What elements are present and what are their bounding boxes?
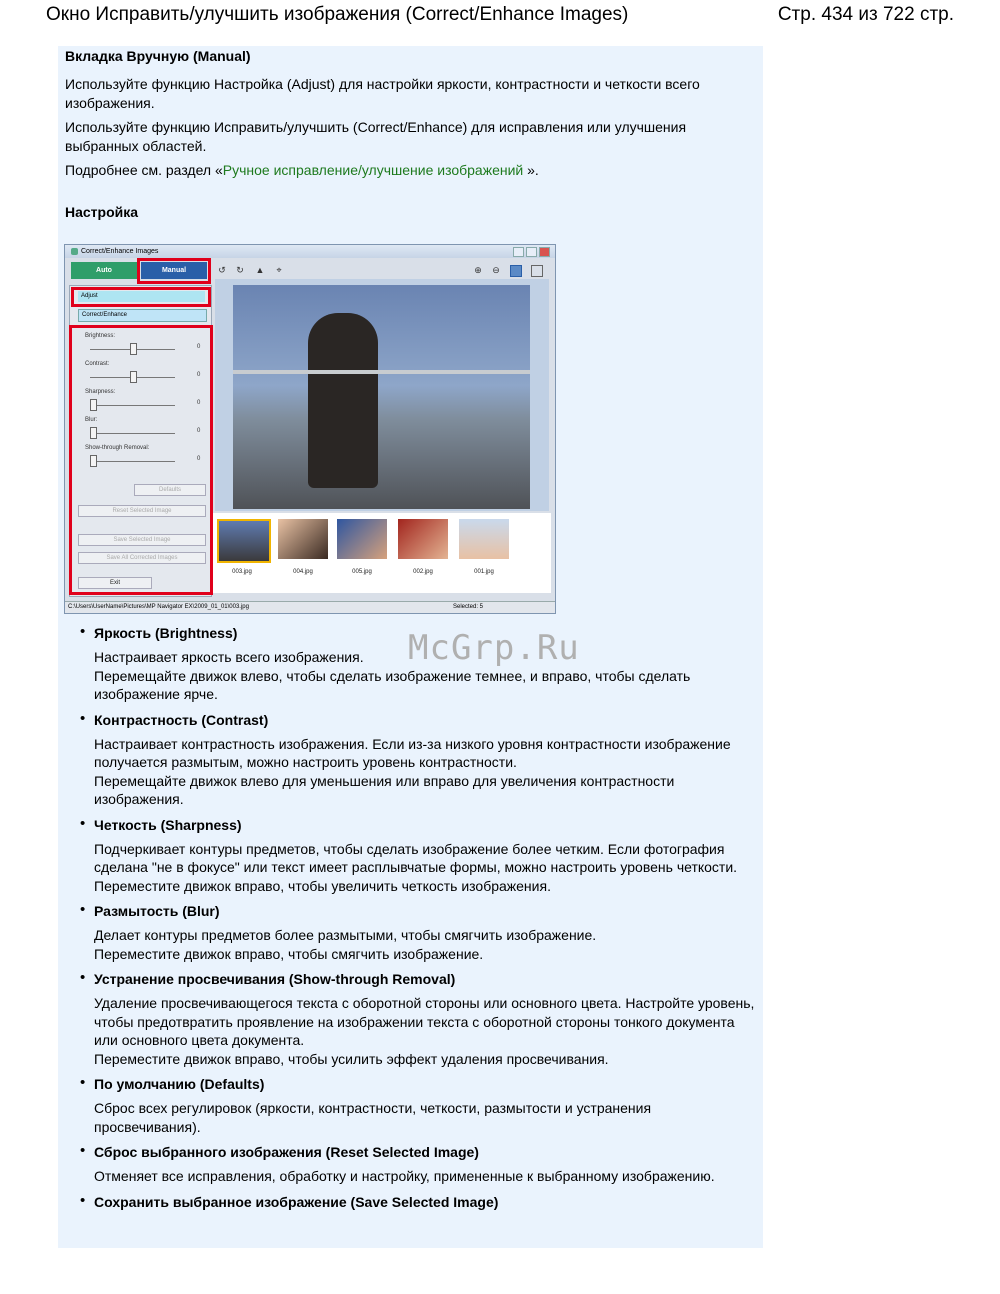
item-text: Переместите движок вправо, чтобы смягчить изображение.: [94, 945, 484, 962]
paragraph-adjust: Используйте функцию Настройка (Adjust) для настройки яркости, контрастности и четкости всего изображения.: [65, 76, 700, 111]
item-text: Переместите движок вправо, чтобы усилить эффект удаления просвечивания.: [94, 1050, 609, 1067]
thumbnail-4[interactable]: [398, 519, 448, 559]
item-text: Перемещайте движок влево для уменьшения или вправо для увеличения контрастности изображения.: [94, 772, 675, 807]
app-titlebar: [65, 245, 555, 258]
maximize-icon[interactable]: [526, 247, 537, 257]
page-number: Стр. 434 из 722 стр.: [777, 4, 954, 25]
item-title: • По умолчанию (Defaults): [94, 1076, 265, 1092]
item-text: Удаление просвечивающегося текста с оборотной стороны или основного цвета. Настройте уровень, чтобы предотвратить проявление на изображении текста с оборотной стороны тонкого документа или основного цвета документа.: [94, 995, 755, 1048]
compare-view-icon[interactable]: [531, 265, 543, 277]
thumbnail-1-label: 003.jpg: [232, 569, 252, 575]
paragraph-correct: Используйте функцию Исправить/улучшить (Correct/Enhance) для исправления или улучшения выбранных областей.: [65, 119, 687, 154]
item-title: • Устранение просвечивания (Show-through Removal): [94, 971, 456, 987]
list-item: [65, 1193, 755, 1211]
list-item: [65, 1143, 755, 1186]
status-bar: [65, 601, 555, 613]
description-list: [65, 624, 755, 1211]
window-buttons: [513, 247, 550, 257]
highlight-adjust-panel: [69, 325, 213, 595]
thumbnail-2[interactable]: [278, 519, 328, 559]
reset-selected-button[interactable]: Reset Selected Image: [78, 505, 206, 517]
brightness-label: Brightness:: [85, 333, 116, 339]
show-through-label: Show-through Removal:: [85, 445, 150, 451]
item-text: Настраивает контрастность изображения. Если из-за низкого уровня контрастности изображение получается размытым, можно настроить уровень контрастности.: [94, 735, 731, 770]
sharpness-value: 0: [197, 400, 201, 406]
thumbnail-5-label: 001.jpg: [474, 569, 494, 575]
rotate-left-icon[interactable]: ↺: [218, 265, 226, 275]
sharpness-label: Sharpness:: [85, 389, 116, 395]
contrast-value: 0: [197, 372, 201, 378]
page-header: [0, 0, 1000, 36]
tab-manual[interactable]: Manual: [141, 262, 207, 279]
highlight-adjust-button: [71, 287, 211, 307]
item-title: • Сброс выбранного изображения (Reset Selected Image): [94, 1144, 479, 1160]
item-title: • Четкость (Sharpness): [94, 816, 242, 833]
item-text: Переместите движок вправо, чтобы увеличить четкость изображения.: [94, 877, 551, 894]
contrast-label: Contrast:: [85, 361, 110, 367]
item-text: Делает контуры предметов более размытыми, чтобы смягчить изображение.: [94, 927, 597, 943]
item-title: • Яркость (Brightness): [94, 625, 238, 641]
item-text: Подчеркивает контуры предметов, чтобы сделать изображение более четким. Если фотография сделана "не в фокусе" или текст имеет расплывчатые формы, можно настроить уровень четкости.: [94, 840, 738, 875]
list-item: [65, 902, 755, 963]
exit-button[interactable]: Exit: [78, 577, 152, 589]
thumbnail-1[interactable]: [217, 519, 271, 563]
more-prefix: Подробнее см. раздел «: [65, 162, 223, 178]
list-item: [65, 816, 755, 896]
status-path: C:\Users\UserName\Pictures\MP Navigator EX\2009_01_01\003.jpg: [68, 604, 249, 610]
more-suffix: ».: [523, 162, 539, 178]
thumbnail-4-label: 002.jpg: [413, 569, 433, 575]
close-icon[interactable]: [539, 247, 550, 257]
flip-icon[interactable]: ▲: [255, 265, 265, 275]
correct-enhance-button[interactable]: Correct/Enhance: [78, 309, 207, 322]
app-screenshot: [64, 244, 556, 614]
rotate-right-icon[interactable]: ↻: [236, 265, 244, 275]
list-item: [65, 1075, 755, 1136]
paragraph-more: [65, 161, 755, 180]
thumbnail-strip: [213, 513, 551, 593]
thumbnail-2-label: 004.jpg: [293, 569, 313, 575]
blur-value: 0: [197, 428, 201, 434]
item-title: • Контрастность (Contrast): [94, 711, 269, 728]
preview-image: [233, 285, 530, 509]
brightness-value: 0: [197, 344, 201, 350]
defaults-button[interactable]: Defaults: [134, 484, 206, 496]
item-title: • Размытость (Blur): [94, 903, 220, 919]
list-item: [65, 711, 755, 809]
item-text: Настраивает яркость всего изображения.: [94, 649, 364, 665]
subheading-adjust: Настройка: [65, 204, 139, 220]
crop-icon[interactable]: ⌖: [276, 265, 282, 275]
page-title: Окно Исправить/улучшить изображения (Correct/Enhance Images): [46, 4, 629, 25]
full-view-icon[interactable]: [510, 265, 522, 277]
list-item: [65, 970, 755, 1068]
thumbnail-3-label: 005.jpg: [352, 569, 372, 575]
show-through-value: 0: [197, 456, 201, 462]
blur-label: Blur:: [85, 417, 98, 423]
preview-child-figure: [308, 313, 378, 488]
thumbnail-5[interactable]: [459, 519, 509, 559]
preview-railing: [233, 370, 530, 374]
save-all-button[interactable]: Save All Corrected Images: [78, 552, 206, 564]
section-heading: Вкладка Вручную (Manual): [65, 48, 251, 64]
adjust-button[interactable]: Adjust: [78, 291, 205, 302]
item-title: • Сохранить выбранное изображение (Save Selected Image): [94, 1193, 499, 1210]
minimize-icon[interactable]: [513, 247, 524, 257]
save-selected-button[interactable]: Save Selected Image: [78, 534, 206, 546]
item-text: Сброс всех регулировок (яркости, контрастности, четкости, размытости и устранения просвечивания).: [94, 1100, 652, 1135]
item-text: Перемещайте движок влево, чтобы сделать изображение темнее, и вправо, чтобы сделать изображение ярче.: [94, 667, 691, 702]
app-icon: [71, 248, 78, 255]
zoom-in-icon[interactable]: ⊕: [474, 265, 482, 275]
item-text: Отменяет все исправления, обработку и настройку, примененные к выбранному изображению.: [94, 1168, 715, 1184]
thumbnail-3[interactable]: [337, 519, 387, 559]
watermark: McGrp.Ru: [408, 628, 580, 668]
app-title: Correct/Enhance Images: [81, 248, 159, 255]
status-selected: Selected: 5: [453, 604, 484, 610]
highlight-manual-tab: [137, 258, 211, 284]
zoom-out-icon[interactable]: ⊖: [492, 265, 500, 275]
manual-correction-link[interactable]: Ручное исправление/улучшение изображений: [222, 162, 524, 178]
tab-auto[interactable]: Auto: [71, 262, 137, 279]
